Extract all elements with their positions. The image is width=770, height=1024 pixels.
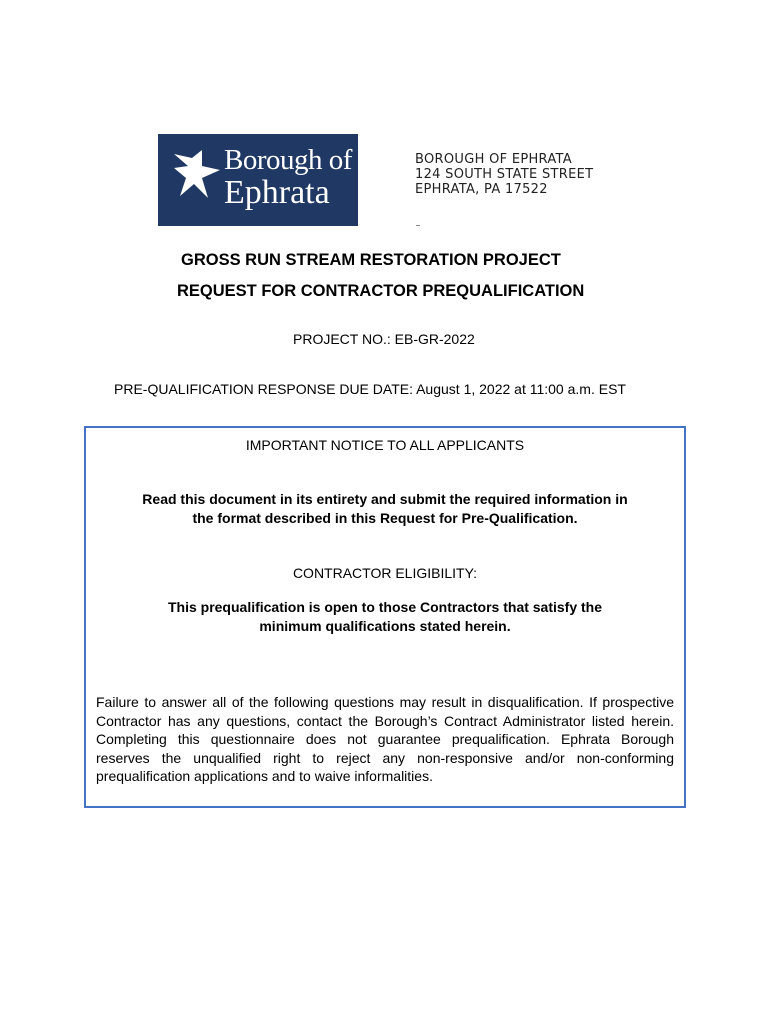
notice-heading: IMPORTANT NOTICE TO ALL APPLICANTS [245, 437, 525, 453]
eligibility-statement [86, 598, 684, 636]
address-line2: 124 SOUTH STATE STREET [415, 167, 594, 182]
address-line3: EPHRATA, PA 17522 [415, 182, 548, 197]
logo-text-line2: Ephrata [224, 174, 330, 211]
disqualification-warning: Failure to answer all of the following questions may result in disqualification. If prospective Contractor has any questions, contact the Borough’s Contract Administrator listed herein. Completing this questionnaire does not guarantee prequalification. Ephrata Borough reserves the unqualified right to reject any non-responsive and/or non-conforming prequalification applications and to waive informalities. [96, 694, 674, 784]
borough-address [415, 152, 593, 197]
read-instruction-line1: Read this document in its entirety and submit the required information in [142, 491, 628, 507]
project-number: PROJECT NO.: EB-GR-2022 [293, 331, 475, 347]
document-title-line1: GROSS RUN STREAM RESTORATION PROJECT [181, 251, 561, 269]
eligibility-line2: minimum qualifications stated herein. [259, 618, 511, 634]
response-due-date: PRE-QUALIFICATION RESPONSE DUE DATE: August 1, 2022 at 11:00 a.m. EST [114, 381, 626, 397]
eligibility-heading: CONTRACTOR ELIGIBILITY: [292, 565, 478, 581]
eligibility-line1: This prequalification is open to those Contractors that satisfy the [167, 599, 603, 615]
read-instruction-line2: the format described in this Request for Pre-Qualification. [192, 510, 578, 526]
star-icon [172, 148, 222, 212]
address-line1: BOROUGH OF EPHRATA [415, 152, 572, 167]
divider [416, 225, 420, 226]
read-document-instruction [86, 490, 684, 528]
logo-text-line1: Borough of [224, 144, 352, 176]
document-title-line2: REQUEST FOR CONTRACTOR PREQUALIFICATION [177, 282, 585, 300]
borough-logo [158, 134, 358, 226]
important-notice-box [84, 426, 686, 808]
